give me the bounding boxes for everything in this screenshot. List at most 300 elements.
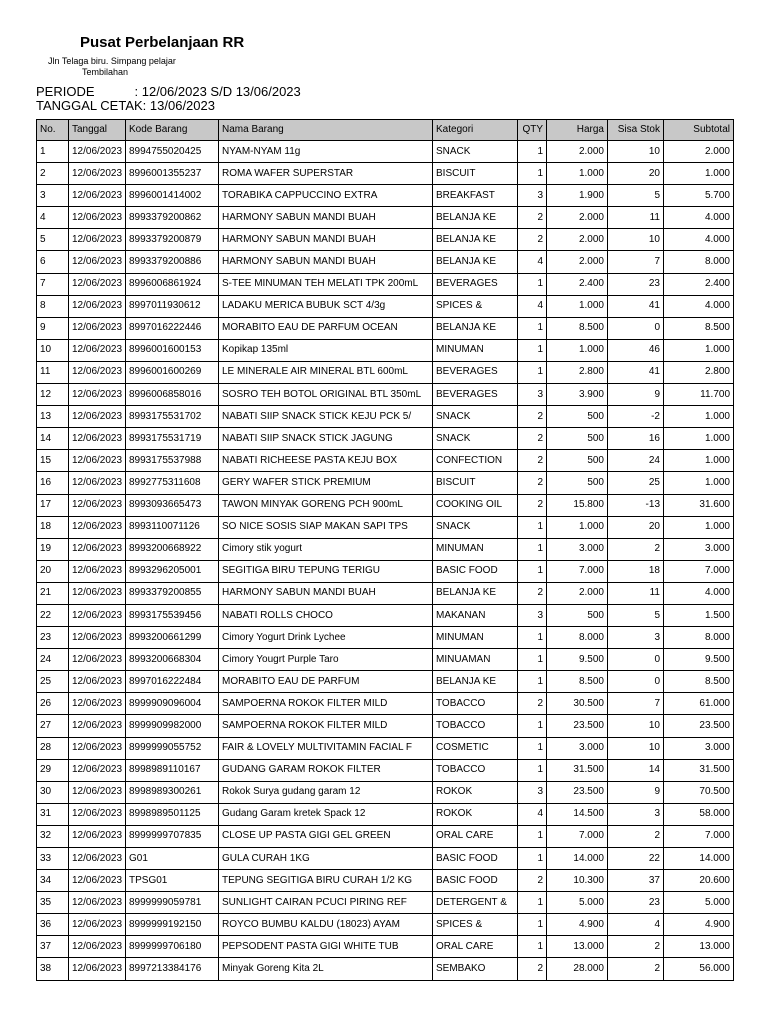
cell-nama-barang: TEPUNG SEGITIGA BIRU CURAH 1/2 KG [219,870,433,892]
cell-qty: 1 [518,627,547,649]
cell-harga: 3.900 [547,384,608,406]
cell-qty: 1 [518,317,547,339]
cell-harga: 500 [547,428,608,450]
cell-kode-barang: 8996006861924 [126,273,219,295]
cell-sisa-stok: 3 [608,627,664,649]
cell-nama-barang: SOSRO TEH BOTOL ORIGINAL BTL 350mL [219,384,433,406]
cell-subtotal: 23.500 [664,715,734,737]
cell-qty: 1 [518,649,547,671]
cell-kategori: SNACK [433,428,518,450]
cell-qty: 2 [518,472,547,494]
cell-tanggal: 12/06/2023 [69,936,126,958]
periode-label: PERIODE [36,84,95,99]
cell-nama-barang: HARMONY SABUN MANDI BUAH [219,582,433,604]
cell-nama-barang: SUNLIGHT CAIRAN PCUCI PIRING REF [219,892,433,914]
cell-tanggal: 12/06/2023 [69,339,126,361]
cell-no: 10 [37,339,69,361]
cell-tanggal: 12/06/2023 [69,870,126,892]
cell-qty: 2 [518,693,547,715]
table-row [37,141,734,163]
cell-qty: 3 [518,185,547,207]
cell-kode-barang: 8993200668922 [126,538,219,560]
cell-kategori: SNACK [433,406,518,428]
table-row [37,163,734,185]
table-row [37,693,734,715]
cell-no: 8 [37,295,69,317]
cell-subtotal: 1.000 [664,406,734,428]
cell-harga: 500 [547,406,608,428]
cell-kategori: SPICES & [433,295,518,317]
cell-qty: 1 [518,759,547,781]
cell-sisa-stok: 0 [608,317,664,339]
cell-no: 36 [37,914,69,936]
cell-qty: 2 [518,406,547,428]
table-row [37,649,734,671]
cell-kategori: BELANJA KE [433,251,518,273]
cell-tanggal: 12/06/2023 [69,649,126,671]
cell-sisa-stok: 5 [608,185,664,207]
cell-nama-barang: NABATI RICHEESE PASTA KEJU BOX [219,450,433,472]
cell-subtotal: 3.000 [664,538,734,560]
col-header-kode-barang: Kode Barang [126,120,219,141]
cell-no: 38 [37,958,69,980]
cell-kode-barang: 8997213384176 [126,958,219,980]
cell-harga: 1.000 [547,516,608,538]
cell-kategori: MINUAMAN [433,649,518,671]
cell-kategori: BISCUIT [433,163,518,185]
cell-tanggal: 12/06/2023 [69,516,126,538]
cell-harga: 8.500 [547,671,608,693]
cell-subtotal: 1.500 [664,604,734,626]
cell-qty: 3 [518,604,547,626]
table-row [37,516,734,538]
cell-harga: 500 [547,472,608,494]
cell-kode-barang: 8993379200855 [126,582,219,604]
cell-qty: 2 [518,207,547,229]
cell-sisa-stok: 25 [608,472,664,494]
cell-tanggal: 12/06/2023 [69,914,126,936]
cell-tanggal: 12/06/2023 [69,825,126,847]
cell-sisa-stok: 3 [608,803,664,825]
cell-nama-barang: Gudang Garam kretek Spack 12 [219,803,433,825]
store-address-line1: Jln Telaga biru. Simpang pelajar [48,56,176,66]
table-row [37,627,734,649]
cell-sisa-stok: 41 [608,361,664,383]
cell-sisa-stok: 11 [608,207,664,229]
cell-nama-barang: HARMONY SABUN MANDI BUAH [219,251,433,273]
cell-kode-barang: 8996001414002 [126,185,219,207]
cell-qty: 2 [518,450,547,472]
cell-qty: 1 [518,914,547,936]
cell-tanggal: 12/06/2023 [69,604,126,626]
cell-qty: 1 [518,538,547,560]
cell-no: 2 [37,163,69,185]
cell-nama-barang: Cimory Yogurt Drink Lychee [219,627,433,649]
cell-nama-barang: NYAM-NYAM 11g [219,141,433,163]
table-row [37,428,734,450]
cell-nama-barang: CLOSE UP PASTA GIGI GEL GREEN [219,825,433,847]
cell-tanggal: 12/06/2023 [69,295,126,317]
cell-tanggal: 12/06/2023 [69,848,126,870]
table-row [37,494,734,516]
cell-no: 6 [37,251,69,273]
cell-nama-barang: GUDANG GARAM ROKOK FILTER [219,759,433,781]
cell-nama-barang: SO NICE SOSIS SIAP MAKAN SAPI TPS [219,516,433,538]
cell-no: 33 [37,848,69,870]
cell-kode-barang: 8993175531719 [126,428,219,450]
table-row [37,538,734,560]
cell-qty: 1 [518,163,547,185]
cell-kode-barang: 8993379200886 [126,251,219,273]
cell-tanggal: 12/06/2023 [69,494,126,516]
cell-qty: 3 [518,384,547,406]
cell-kategori: BELANJA KE [433,671,518,693]
cell-qty: 1 [518,560,547,582]
cell-subtotal: 3.000 [664,737,734,759]
cell-sisa-stok: 37 [608,870,664,892]
col-header-qty: QTY [518,120,547,141]
cell-no: 34 [37,870,69,892]
cell-subtotal: 1.000 [664,472,734,494]
cell-kategori: MAKANAN [433,604,518,626]
cell-no: 25 [37,671,69,693]
cell-sisa-stok: 20 [608,163,664,185]
cell-tanggal: 12/06/2023 [69,185,126,207]
cell-harga: 500 [547,450,608,472]
cell-kode-barang: 8996001355237 [126,163,219,185]
cell-nama-barang: Rokok Surya gudang garam 12 [219,781,433,803]
cell-qty: 1 [518,361,547,383]
cell-nama-barang: MORABITO EAU DE PARFUM [219,671,433,693]
cell-subtotal: 5.000 [664,892,734,914]
cell-harga: 13.000 [547,936,608,958]
cell-kode-barang: 8994755020425 [126,141,219,163]
table-row [37,781,734,803]
cell-no: 22 [37,604,69,626]
table-row [37,604,734,626]
table-row [37,936,734,958]
table-body [37,141,734,981]
cell-harga: 1.000 [547,339,608,361]
cell-sisa-stok: 10 [608,737,664,759]
cell-sisa-stok: 0 [608,649,664,671]
store-name: Pusat Perbelanjaan RR [80,34,245,51]
cell-subtotal: 2.400 [664,273,734,295]
table-row [37,958,734,980]
cell-qty: 2 [518,229,547,251]
cell-kode-barang: 8993379200879 [126,229,219,251]
cell-nama-barang: LADAKU MERICA BUBUK SCT 4/3g [219,295,433,317]
cell-harga: 5.000 [547,892,608,914]
cell-subtotal: 14.000 [664,848,734,870]
cell-subtotal: 61.000 [664,693,734,715]
cell-kategori: COSMETIC [433,737,518,759]
tanggal-cetak-value: 13/06/2023 [149,98,215,113]
cell-harga: 3.000 [547,538,608,560]
cell-qty: 2 [518,582,547,604]
cell-sisa-stok: 46 [608,339,664,361]
cell-kode-barang: 8999909982000 [126,715,219,737]
cell-tanggal: 12/06/2023 [69,406,126,428]
cell-no: 21 [37,582,69,604]
cell-sisa-stok: 20 [608,516,664,538]
cell-harga: 1.900 [547,185,608,207]
cell-tanggal: 12/06/2023 [69,450,126,472]
col-header-sisa-stok: Sisa Stok [608,120,664,141]
cell-qty: 1 [518,141,547,163]
table-row [37,914,734,936]
cell-nama-barang: S-TEE MINUMAN TEH MELATI TPK 200mL [219,273,433,295]
cell-kategori: CONFECTION [433,450,518,472]
table-row [37,582,734,604]
cell-sisa-stok: 5 [608,604,664,626]
cell-sisa-stok: 2 [608,538,664,560]
cell-no: 20 [37,560,69,582]
cell-subtotal: 4.900 [664,914,734,936]
cell-no: 17 [37,494,69,516]
cell-tanggal: 12/06/2023 [69,671,126,693]
cell-tanggal: 12/06/2023 [69,958,126,980]
cell-tanggal: 12/06/2023 [69,229,126,251]
cell-sisa-stok: 4 [608,914,664,936]
cell-subtotal: 1.000 [664,450,734,472]
table-row [37,185,734,207]
cell-sisa-stok: 14 [608,759,664,781]
cell-no: 26 [37,693,69,715]
cell-kode-barang: 8993093665473 [126,494,219,516]
cell-kode-barang: 8998989300261 [126,781,219,803]
cell-subtotal: 2.000 [664,141,734,163]
cell-kode-barang: 8996006858016 [126,384,219,406]
cell-kode-barang: G01 [126,848,219,870]
cell-no: 16 [37,472,69,494]
cell-harga: 500 [547,604,608,626]
cell-sisa-stok: 2 [608,825,664,847]
cell-kode-barang: 8992775311608 [126,472,219,494]
cell-harga: 7.000 [547,560,608,582]
cell-qty: 1 [518,936,547,958]
cell-no: 37 [37,936,69,958]
table-header-row [37,120,734,141]
cell-sisa-stok: 9 [608,384,664,406]
cell-kode-barang: 8993175539456 [126,604,219,626]
cell-subtotal: 8.500 [664,317,734,339]
cell-kategori: ROKOK [433,781,518,803]
table-row [37,737,734,759]
cell-nama-barang: HARMONY SABUN MANDI BUAH [219,207,433,229]
cell-tanggal: 12/06/2023 [69,251,126,273]
cell-sisa-stok: 23 [608,892,664,914]
col-header-kategori: Kategori [433,120,518,141]
cell-tanggal: 12/06/2023 [69,538,126,560]
col-header-harga: Harga [547,120,608,141]
table-row [37,251,734,273]
cell-qty: 1 [518,671,547,693]
cell-subtotal: 1.000 [664,163,734,185]
cell-kode-barang: 8993175531702 [126,406,219,428]
cell-subtotal: 56.000 [664,958,734,980]
cell-harga: 8.000 [547,627,608,649]
cell-kategori: COOKING OIL [433,494,518,516]
cell-subtotal: 1.000 [664,516,734,538]
cell-subtotal: 1.000 [664,428,734,450]
table-row [37,715,734,737]
cell-sisa-stok: 2 [608,936,664,958]
cell-kode-barang: 8996001600153 [126,339,219,361]
cell-subtotal: 8.500 [664,671,734,693]
cell-subtotal: 4.000 [664,207,734,229]
table-row [37,759,734,781]
cell-qty: 4 [518,295,547,317]
sales-report-table [36,119,734,981]
cell-kategori: DETERGENT & [433,892,518,914]
cell-kode-barang: 8999999706180 [126,936,219,958]
table-row [37,450,734,472]
cell-kategori: SPICES & [433,914,518,936]
cell-harga: 1.000 [547,163,608,185]
cell-nama-barang: GULA CURAH 1KG [219,848,433,870]
cell-subtotal: 20.600 [664,870,734,892]
cell-nama-barang: LE MINERALE AIR MINERAL BTL 600mL [219,361,433,383]
cell-kode-barang: 8993110071126 [126,516,219,538]
cell-subtotal: 7.000 [664,560,734,582]
cell-no: 27 [37,715,69,737]
cell-kategori: BEVERAGES [433,273,518,295]
table-row [37,406,734,428]
cell-nama-barang: PEPSODENT PASTA GIGI WHITE TUB [219,936,433,958]
cell-subtotal: 4.000 [664,295,734,317]
cell-subtotal: 5.700 [664,185,734,207]
cell-no: 35 [37,892,69,914]
cell-harga: 15.800 [547,494,608,516]
cell-kategori: BELANJA KE [433,207,518,229]
cell-kode-barang: 8997016222446 [126,317,219,339]
cell-kategori: MINUMAN [433,538,518,560]
cell-no: 5 [37,229,69,251]
cell-no: 28 [37,737,69,759]
cell-no: 12 [37,384,69,406]
cell-tanggal: 12/06/2023 [69,803,126,825]
cell-nama-barang: HARMONY SABUN MANDI BUAH [219,229,433,251]
cell-qty: 2 [518,428,547,450]
cell-harga: 28.000 [547,958,608,980]
cell-no: 24 [37,649,69,671]
cell-kode-barang: 8998989501125 [126,803,219,825]
cell-subtotal: 58.000 [664,803,734,825]
cell-tanggal: 12/06/2023 [69,560,126,582]
cell-kategori: BREAKFAST [433,185,518,207]
cell-kategori: BASIC FOOD [433,560,518,582]
cell-qty: 2 [518,958,547,980]
cell-kode-barang: 8993175537988 [126,450,219,472]
col-header-subtotal: Subtotal [664,120,734,141]
cell-subtotal: 2.800 [664,361,734,383]
cell-sisa-stok: 9 [608,781,664,803]
cell-nama-barang: Minyak Goreng Kita 2L [219,958,433,980]
table-row [37,361,734,383]
cell-kode-barang: 8999999707835 [126,825,219,847]
cell-kategori: MINUMAN [433,339,518,361]
table-row [37,825,734,847]
cell-tanggal: 12/06/2023 [69,141,126,163]
cell-subtotal: 13.000 [664,936,734,958]
cell-qty: 2 [518,494,547,516]
table-row [37,472,734,494]
cell-subtotal: 9.500 [664,649,734,671]
cell-harga: 2.000 [547,141,608,163]
cell-kategori: ORAL CARE [433,936,518,958]
cell-sisa-stok: 10 [608,229,664,251]
cell-harga: 4.900 [547,914,608,936]
cell-sisa-stok: 18 [608,560,664,582]
cell-kode-barang: 8996001600269 [126,361,219,383]
table-row [37,803,734,825]
cell-nama-barang: NABATI SIIP SNACK STICK KEJU PCK 5/ [219,406,433,428]
cell-sisa-stok: 24 [608,450,664,472]
table-row [37,560,734,582]
cell-subtotal: 7.000 [664,825,734,847]
table-row [37,295,734,317]
tanggal-cetak-label: TANGGAL CETAK: [36,98,147,113]
cell-no: 14 [37,428,69,450]
col-header-nama-barang: Nama Barang [219,120,433,141]
cell-tanggal: 12/06/2023 [69,737,126,759]
cell-tanggal: 12/06/2023 [69,759,126,781]
cell-nama-barang: NABATI SIIP SNACK STICK JAGUNG [219,428,433,450]
cell-kode-barang: 8999909096004 [126,693,219,715]
cell-kategori: BASIC FOOD [433,870,518,892]
cell-tanggal: 12/06/2023 [69,207,126,229]
cell-nama-barang: TAWON MINYAK GORENG PCH 900mL [219,494,433,516]
cell-qty: 1 [518,825,547,847]
cell-harga: 23.500 [547,715,608,737]
cell-nama-barang: FAIR & LOVELY MULTIVITAMIN FACIAL F [219,737,433,759]
periode-value: : 12/06/2023 S/D 13/06/2023 [134,84,301,99]
cell-qty: 2 [518,870,547,892]
cell-tanggal: 12/06/2023 [69,384,126,406]
table-row [37,229,734,251]
cell-sisa-stok: 23 [608,273,664,295]
cell-subtotal: 1.000 [664,339,734,361]
cell-subtotal: 31.500 [664,759,734,781]
cell-no: 11 [37,361,69,383]
cell-tanggal: 12/06/2023 [69,472,126,494]
cell-no: 31 [37,803,69,825]
cell-harga: 10.300 [547,870,608,892]
cell-harga: 8.500 [547,317,608,339]
cell-tanggal: 12/06/2023 [69,627,126,649]
cell-no: 4 [37,207,69,229]
cell-no: 1 [37,141,69,163]
col-header-no: No. [37,120,69,141]
cell-kategori: TOBACCO [433,693,518,715]
cell-no: 19 [37,538,69,560]
cell-tanggal: 12/06/2023 [69,361,126,383]
cell-subtotal: 70.500 [664,781,734,803]
cell-no: 13 [37,406,69,428]
cell-sisa-stok: 7 [608,251,664,273]
table-row [37,317,734,339]
cell-sisa-stok: -13 [608,494,664,516]
cell-qty: 1 [518,737,547,759]
cell-sisa-stok: 7 [608,693,664,715]
cell-sisa-stok: -2 [608,406,664,428]
cell-nama-barang: NABATI ROLLS CHOCO [219,604,433,626]
cell-harga: 14.000 [547,848,608,870]
cell-kategori: ORAL CARE [433,825,518,847]
cell-no: 29 [37,759,69,781]
cell-tanggal: 12/06/2023 [69,582,126,604]
